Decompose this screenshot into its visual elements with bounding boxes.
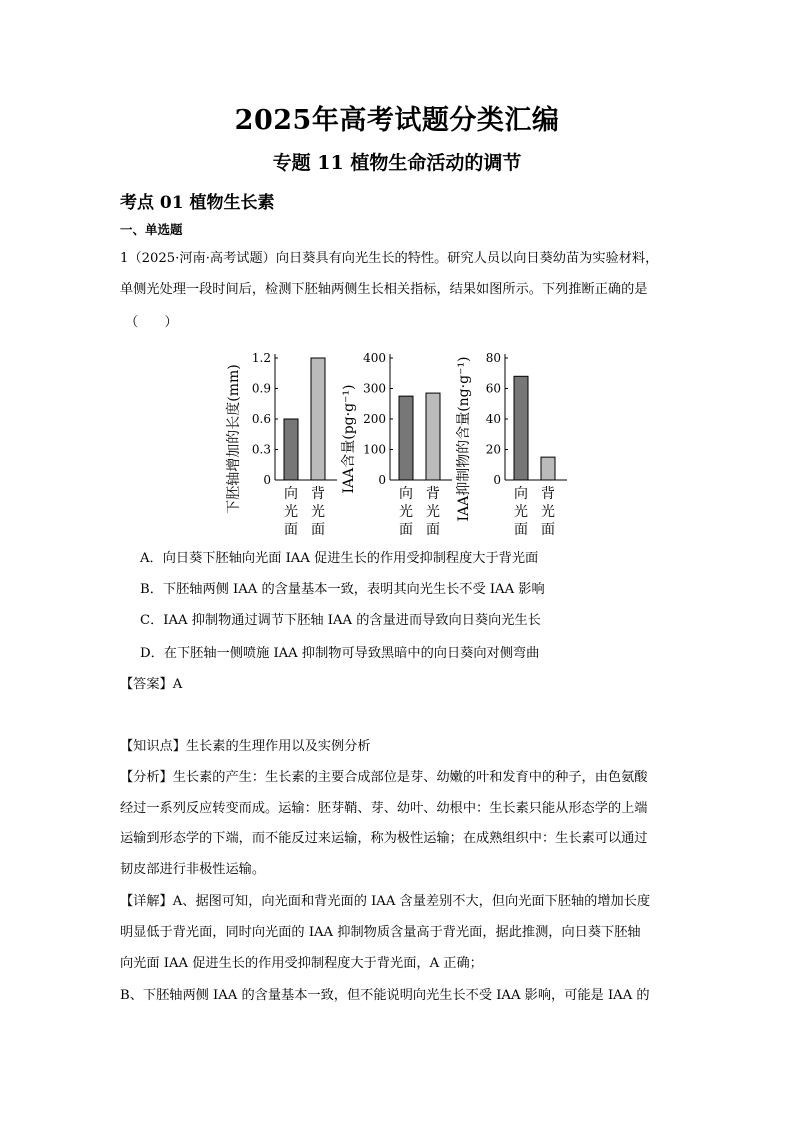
chart-1-tick-label: 0: [263, 473, 271, 487]
option-a: A．向日葵下胚轴向光面 IAA 促进生长的作用受抑制程度大于背光面: [140, 551, 539, 566]
chart-3-tick-label: 0: [493, 473, 501, 487]
chart-1-bar-1: [284, 419, 298, 480]
detail-line-2: 明显低于背光面，同时向光面的 IAA 抑制物质含量高于背光面，据此推测，向日葵下胚轴: [120, 925, 641, 940]
chart-2-tick-label: 0: [378, 473, 386, 487]
chart-1-category-label: 背: [311, 486, 325, 502]
question-stem-line-1: 1（2025·河南·高考试题）向日葵具有向光生长的特性。研究人员以向日葵幼苗为实验材料，: [120, 251, 659, 266]
chart-3-category-label: 面: [514, 522, 528, 538]
chart-2-category-label: 背: [426, 486, 440, 502]
chart-2-tick-label: 300: [363, 381, 386, 396]
chart-3-tick-label: 40: [485, 412, 501, 426]
answer-line: 【答案】A: [120, 677, 183, 692]
question-stem-line-2: 单侧光处理一段时间后，检测下胚轴两侧生长相关指标，结果如图所示。下列推断正确的是: [120, 282, 648, 297]
chart-2-tick-label: 100: [363, 442, 386, 457]
chart-2-category-label: 光: [426, 504, 440, 520]
section-heading: 一、单选题: [120, 222, 183, 237]
chart-1-tick-label: 1.2: [251, 351, 271, 365]
chart-3-category-label: 面: [541, 522, 555, 538]
chart-2-y-label: IAA含量(pg·g⁻¹): [341, 384, 357, 494]
chart-1-category-label: 面: [284, 522, 298, 538]
analysis-line-3: 运输到形态学的下端，而不能反过来运输，称为极性运输；在成熟组织中：生长素可以通过: [120, 831, 648, 846]
analysis-line-4: 韧皮部进行非极性运输。: [120, 862, 266, 877]
chart-3-category-label: 光: [514, 504, 528, 520]
chart-1-category-label: 面: [311, 522, 325, 538]
chart-3-category-label: 向: [514, 486, 528, 502]
chart-2-category-label: 向: [399, 486, 413, 502]
chart-1-tick-label: 0.3: [251, 442, 271, 457]
chart-1-category-label: 向: [284, 486, 298, 502]
chart-2-category-label: 面: [426, 522, 440, 538]
page-subtitle: 专题 11 植物生命活动的调节: [272, 152, 522, 174]
chart-3-bar-2: [541, 457, 555, 480]
detail-line-1: 【详解】A、据图可知，向光面和背光面的 IAA 含量差别不大，但向光面下胚轴的增加长度: [120, 894, 651, 909]
topic-heading: 考点 01 植物生长素: [120, 193, 275, 213]
chart-2-category-label: 光: [399, 504, 413, 520]
page-title: 2025年高考试题分类汇编: [234, 105, 560, 136]
answer-blank: （ ）: [125, 315, 178, 330]
charts-svg: [225, 340, 580, 540]
chart-3-tick-label: 80: [485, 351, 501, 365]
chart-2-bar-1: [399, 396, 413, 480]
chart-1-tick-label: 0.6: [251, 412, 271, 426]
chart-1-tick-label: 0.9: [251, 381, 271, 396]
knowledge-point: 【知识点】生长素的生理作用以及实例分析: [120, 739, 371, 754]
chart-2-tick-label: 200: [363, 412, 386, 426]
chart-3-bar-1: [514, 376, 528, 480]
analysis-line-1: 【分析】生长素的产生：生长素的主要合成部位是芽、幼嫩的叶和发育中的种子，由色氨酸: [120, 770, 648, 785]
detail-line-4: B、下胚轴两侧 IAA 的含量基本一致，但不能说明向光生长不受 IAA 影响，可能是 IAA 的: [120, 988, 650, 1003]
bar-charts-figure: [225, 340, 580, 540]
chart-1-bar-2: [311, 358, 325, 480]
chart-2-bar-2: [426, 393, 440, 480]
chart-3-category-label: 背: [541, 486, 555, 502]
chart-3-tick-label: 60: [485, 381, 501, 396]
chart-2-tick-label: 400: [363, 351, 386, 365]
chart-3-tick-label: 20: [485, 442, 501, 457]
option-d: D．在下胚轴一侧喷施 IAA 抑制物可导致黑暗中的向日葵向对侧弯曲: [140, 646, 540, 661]
chart-3-y-label: IAA抑制物的含量(ng·g⁻¹): [456, 356, 472, 522]
detail-line-3: 向光面 IAA 促进生长的作用受抑制程度大于背光面，A 正确；: [120, 956, 483, 971]
chart-1-category-label: 光: [284, 504, 298, 520]
analysis-line-2: 经过一系列反应转变而成。运输：胚芽鞘、芽、幼叶、幼根中：生长素只能从形态学的上端: [120, 801, 648, 816]
chart-3-category-label: 光: [541, 504, 555, 520]
option-c: C．IAA 抑制物通过调节下胚轴 IAA 的含量进而导致向日葵向光生长: [140, 613, 541, 628]
chart-1-y-label: 下胚轴增加的长度(mm): [226, 364, 242, 514]
chart-1-category-label: 光: [311, 504, 325, 520]
chart-2-category-label: 面: [399, 522, 413, 538]
option-b: B．下胚轴两侧 IAA 的含量基本一致，表明其向光生长不受 IAA 影响: [140, 582, 545, 597]
